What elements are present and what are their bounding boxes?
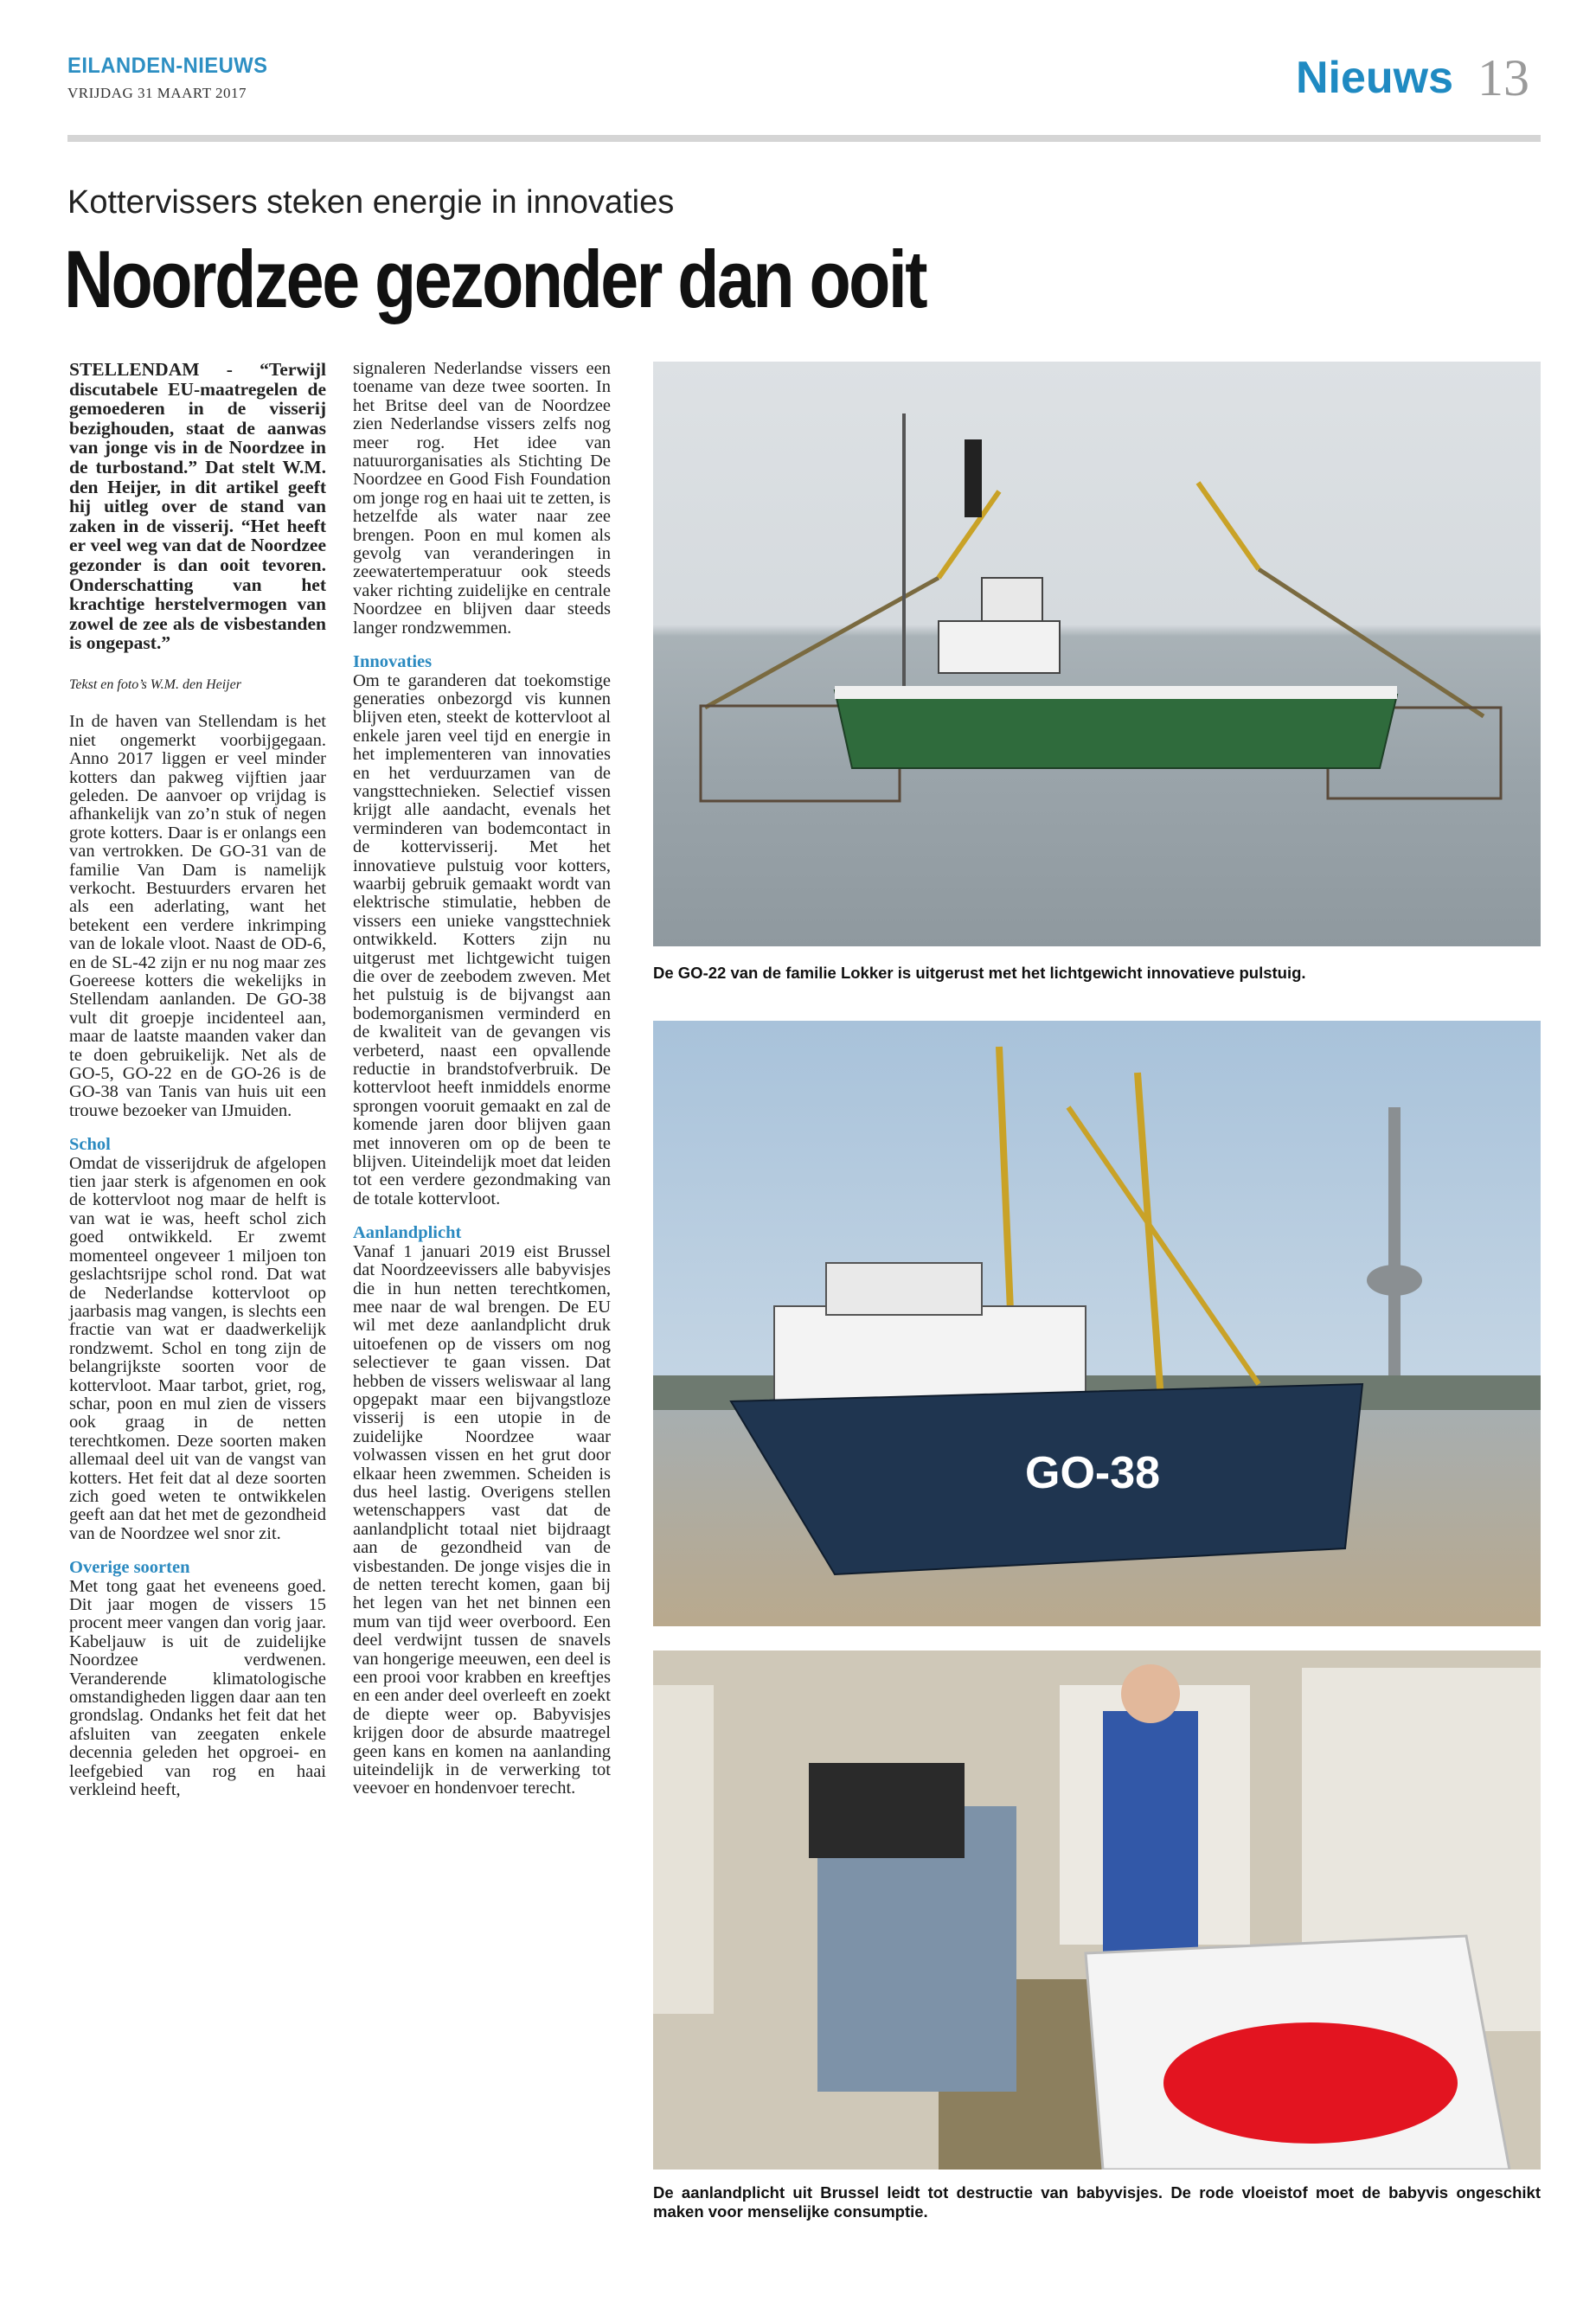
subheading-innovaties: Innovaties (353, 652, 433, 672)
subheading-schol: Schol (69, 1135, 111, 1155)
article-kicker: Kottervissers steken energie in innovaties (67, 184, 675, 221)
section-label: Nieuws (1296, 53, 1454, 103)
page-number: 13 (1477, 49, 1529, 106)
warehouse-illustration (653, 1650, 1541, 2170)
article-credit: Tekst en foto’s W.M. den Heijer (69, 676, 241, 692)
section-schol (69, 1136, 326, 1543)
text-column-2 (353, 360, 611, 1814)
subheading-overige-soorten: Overige soorten (69, 1558, 190, 1578)
paragraph-aanlandplicht: Vanaf 1 januari 2019 eist Brussel dat Noordzeevissers alle babyvisjes die in hun netten terechtkomen, mee naar de wal brengen. De EU wil met deze aanlandplicht druk uitoefenen op de vissers om nog selectiever te gaan vissen. Dat hebben de vissers weliswaar al lang opgepakt maar een bijvangstloze visserij is een utopie in de zuidelijke Noordzee waar volwassen vissen en het grut door elkaar heen zwemmen. Scheiden is dus heel lastig. Overigens stellen wetenschappers vast dat de aanlandplicht totaal niet bijdraagt aan de gezondheid van de visbestanden. De jonge visjes die in de netten terecht komen, gaan bij het legen van het net binnen een mum van tijd weer overboord. Een deel verdwijnt tussen de snavels van hongerige meeuwen, een deel is een prooi voor krabben en kreeftjes en een ander deel overleeft en zoekt de diepte weer op. Babyvisjes krijgen door de absurde maatregel geen kans en komen na aanlanding uiteindelijk in de verwerking tot veevoer en hondenvoer terecht. (353, 1241, 611, 1798)
text-column-1 (69, 360, 326, 1815)
subheading-aanlandplicht: Aanlandplicht (353, 1223, 462, 1243)
photo-caption-3: De aanlandplicht uit Brussel leidt tot destructie van babyvisjes. De rode vloeistof moet de babyvis ongeschikt maken voor menselijke consumptie. (653, 2183, 1541, 2221)
harbour-illustration (653, 1021, 1541, 1626)
paragraph-overige-soorten: Met tong gaat het eveneens goed. Dit jaar mogen de vissers 15 procent meer vangen dan vorig jaar. Kabeljauw is uit de zuidelijke Noordzee verdwenen. Veranderende klimatologische omstandigheden liggen daar aan ten grondslag. Ondanks het feit dat het afsluiten van zeegaten enkele decennia geleden het opgroei- en leefgebied van rog en haai verkleind heeft, (69, 1576, 326, 1800)
photo-fish-destruction (653, 1650, 1541, 2170)
section-overige (69, 1559, 326, 1799)
article-headline: Noordzee gezonder dan ooit (64, 234, 926, 324)
paragraph-schol: Omdat de visserijdruk de afgelopen tien jaar sterk is afgenomen en ook de kottervloot nog maar de helft is van wat ie was, heeft schol zich goed ontwikkeld. Er zwemt momenteel ongeveer 1 miljoen ton geslachtsrijpe schol rond. Dat wat de Nederlandse kottervloot op jaarbasis mag vangen, is slechts een fractie van wat er daadwerkelijk rondzwemt. Schol en tong zijn de belangrijkste soorten voor de kottervloot. Maar tarbot, griet, rog, schar, poon en mul zien de vissers ook graag in de netten terechtkomen. Deze soorten maken allemaal deel uit van de vangst van kotters. Het feit dat al deze soorten zich goed weten te ontwikkelen geeft aan dat het met de gezondheid van de Noordzee wel snor zit. (69, 1153, 326, 1543)
paragraph-innovaties: Om te garanderen dat toekomstige generaties onbezorgd vis kunnen blijven eten, steekt de kottervloot al enkele jaren veel tijd en energie in het implementeren van innovaties en het verduurzamen van de vangsttechnieken. Selectief vissen krijgt alle aandacht, evenals het verminderen van bodemcontact in de kottervisserij. Met het innovatieve pulstuig voor kotters, waarbij gebruik gemaakt wordt van elektrische stimulatie, hebben de vissers een unieke vangsttechniek ontwikkeld. Kotters zijn nu uitgerust met lichtgewicht tuigen die over de zeebodem zweven. Met het pulstuig is de bijvangst aan bodemorganismen verminderd en de kwaliteit van de gevangen vis verbeterd, naast een opvallende reductie in brandstofverbruik. De kottervloot heeft inmiddels enorme sprongen vooruit gemaakt en zal de komende jaren door blijven gaan met innoveren om op de been te blijven. Uiteindelijk moet dat leiden tot een verdere gezondmaking van de totale kottervloot. (353, 670, 611, 1208)
photo-trawler-go22 (653, 362, 1541, 946)
newspaper-logo: EILANDEN-NIEUWS (67, 54, 268, 78)
paragraph-intro: In de haven van Stellendam is het niet ongemerkt voorbijgegaan. Anno 2017 liggen er veel minder kotters dan pakweg vijftien jaar geleden. De aanvoer op vrijdag is afhankelijk van zo’n stuk of negen grote kotters. Daar is er onlangs een van vertrokken. De GO-31 van de familie Van Dam is namelijk verkocht. Bestuurders ervaren het als een aderlating, want het betekent een verdere inkrimping van de lokale vloot. Naast de OD-6, en de SL-42 zijn er nu nog maar zes Goereese kotters die wekelijks in Stellendam aanlanden. De GO-38 vult dit groepje incidenteel aan, maar de laatste maanden vaker dan te doen gebruikelijk. Net als de GO-5, GO-22 en de GO-26 is de GO-38 van Tanis van huis uit een trouwe bezoeker van IJmuiden. (69, 712, 326, 1120)
issue-date: VRIJDAG 31 MAART 2017 (67, 85, 247, 101)
paragraph-continued: signaleren Nederlandse vissers een toename van deze twee soorten. In het Britse deel van de Noordzee zien Nederlandse vissers zelfs nog meer rog. Het idee van natuurorganisaties als Stichting De Noordzee en Good Fish Foundation om jonge rog en haai uit te zetten, is hetzelfde als water naar zee brengen. Poon en mul komen als gevolg van veranderingen in zeewatertemperatuur ook steeds vaker richting zuidelijke en centrale Noordzee en blijven daar steeds langer rondzwemmen. (353, 359, 611, 638)
trawler-illustration (653, 362, 1541, 946)
hull-registration: GO-38 (1025, 1448, 1161, 1498)
section-innovaties (353, 653, 611, 1208)
masthead (67, 49, 1538, 106)
photo-trawler-go38 (653, 1021, 1541, 1626)
header-rule (67, 135, 1541, 142)
photo-caption-1: De GO-22 van de familie Lokker is uitgerust met het lichtgewicht innovatieve pulstuig. (653, 964, 1306, 982)
section-aanlandplicht (353, 1224, 611, 1798)
article-lead: STELLENDAM - “Terwijl discutabele EU-maatregelen de gemoederen in de visserij bezighouden, staat de aanwas van jonge vis in de Noordzee in de turbostand.” Dat stelt W.M. den Heijer, in dit artikel geeft hij uitleg over de stand van zaken in de visserij. “Het heeft er veel weg van dat de Noordzee gezonder is dan ooit tevoren. Onderschatting van het krachtige herstelvermogen van zowel de zee als de visbestanden is ongepast.” (69, 359, 326, 654)
